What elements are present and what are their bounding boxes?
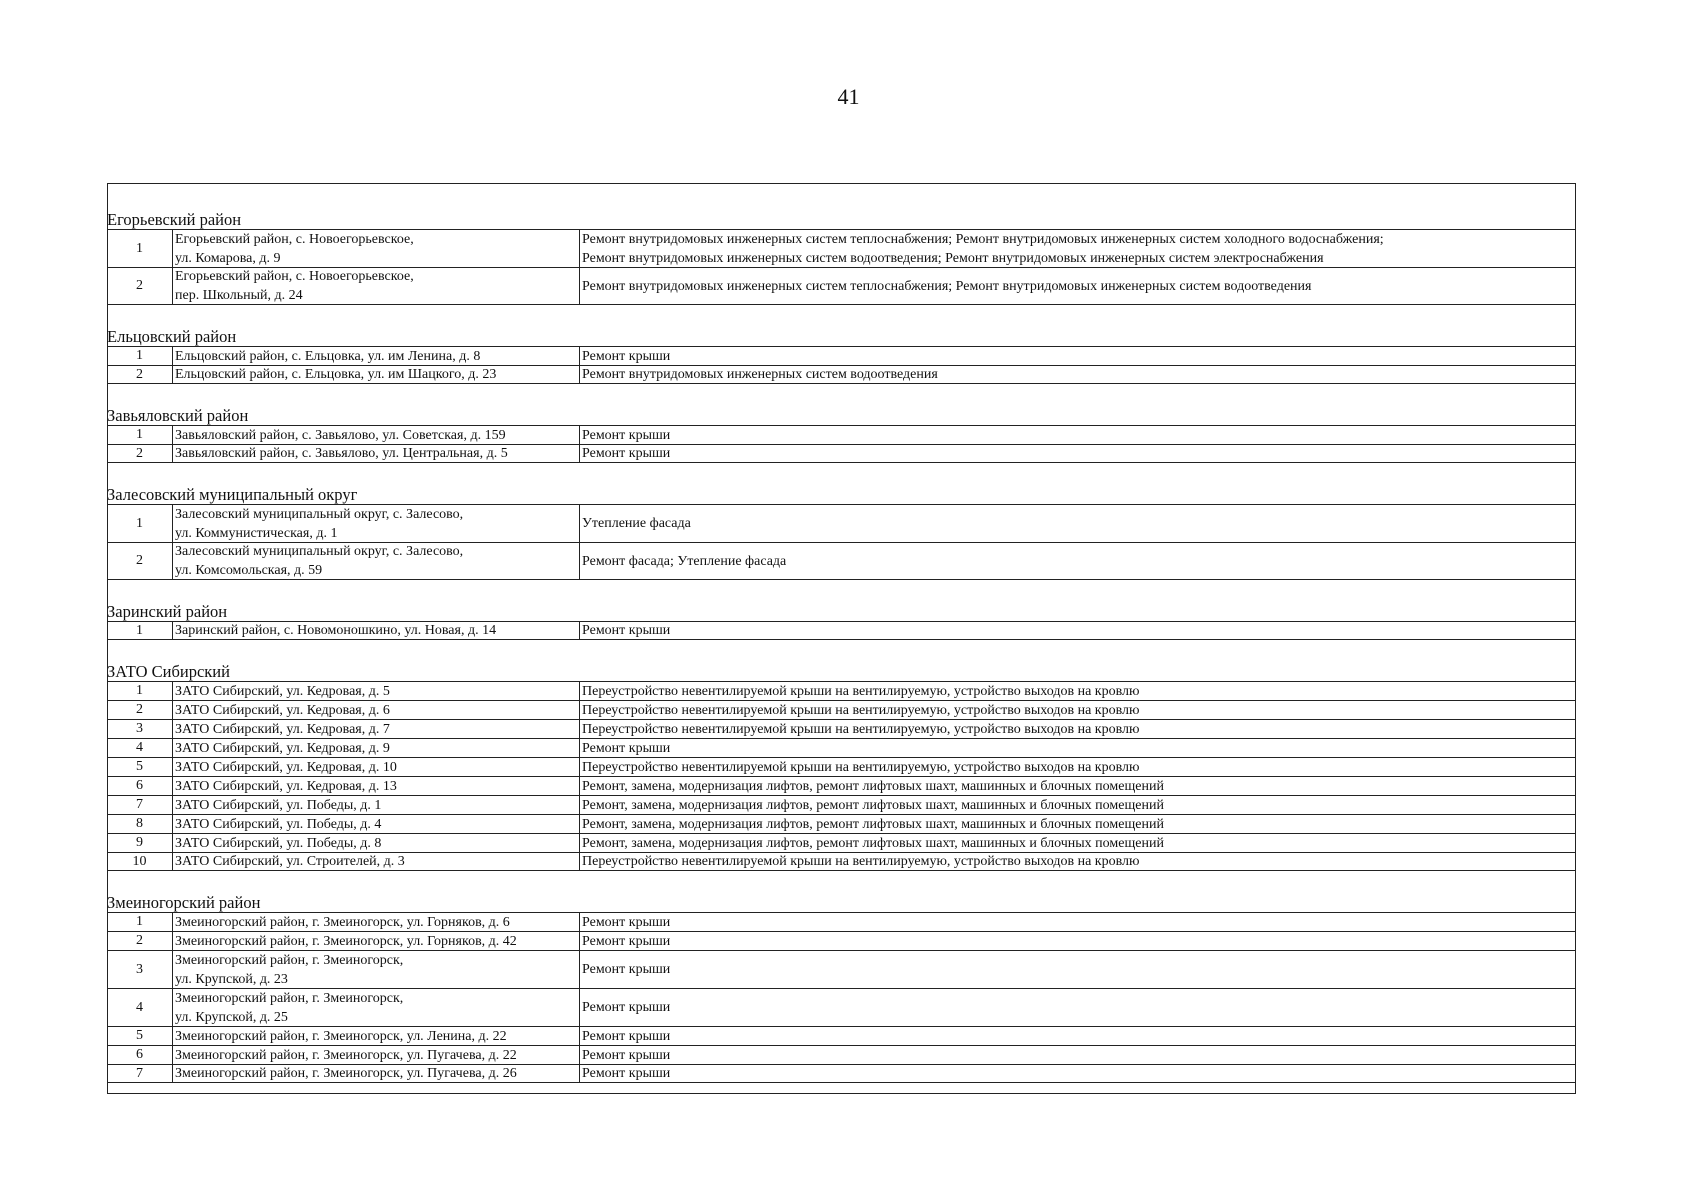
section-spacer [107,871,1576,893]
table-row [107,931,1576,950]
table-row [107,912,1576,931]
row-number: 5 [107,1027,173,1045]
row-number: 6 [107,777,173,795]
row-number: 2 [107,543,173,579]
table-row [107,757,1576,776]
row-work-type: Ремонт внутридомовых инженерных систем водоотведения [582,367,938,382]
row-work-type: Ремонт, замена, модернизация лифтов, ремонт лифтовых шахт, машинных и блочных помещений [582,816,1164,832]
row-address: Змеиногорский район, г. Змеиногорск, ул. Ленина, д. 22 [173,1027,580,1045]
district-section [107,871,1576,1083]
row-number: 2 [107,366,173,383]
table-row [107,719,1576,738]
table-row [107,833,1576,852]
district-section [107,384,1576,463]
row-address: Заринский район, с. Новомоношкино, ул. Новая, д. 14 [173,622,580,639]
row-work-type: Ремонт крыши [582,348,671,364]
table-row [107,267,1576,305]
row-address: ЗАТО Сибирский, ул. Кедровая, д. 6 [173,701,580,719]
section-spacer [107,580,1576,602]
page-number: 41 [837,84,860,109]
table-row [107,365,1576,384]
row-work-type: Переустройство невентилируемой крыши на вентилируемую, устройство выходов на кровлю [582,854,1140,869]
row-address: Егорьевский район, с. Новоегорьевское, пер. Школьный, д. 24 [173,268,580,304]
row-address: ЗАТО Сибирский, ул. Кедровая, д. 5 [173,682,580,700]
row-number: 7 [107,1065,173,1082]
row-work-type: Ремонт крыши [582,914,671,930]
repair-table [107,198,1576,1083]
row-address: ЗАТО Сибирский, ул. Кедровая, д. 10 [173,758,580,776]
row-address: ЗАТО Сибирский, ул. Победы, д. 1 [173,796,580,814]
row-number: 7 [107,796,173,814]
row-number: 3 [107,951,173,988]
row-address: ЗАТО Сибирский, ул. Кедровая, д. 13 [173,777,580,795]
district-section [107,580,1576,640]
row-work-type: Ремонт крыши [582,962,671,977]
table-row [107,814,1576,833]
row-work-type: Ремонт, замена, модернизация лифтов, ремонт лифтовых шахт, машинных и блочных помещений [582,778,1164,794]
district-title: Егорьевский район [107,210,242,229]
district-title: Завьяловский район [107,406,249,425]
row-number: 1 [107,426,173,444]
row-address: ЗАТО Сибирский, ул. Победы, д. 4 [173,815,580,833]
section-spacer [107,384,1576,406]
table-row [107,852,1576,871]
table-row [107,950,1576,988]
row-address: ЗАТО Сибирский, ул. Победы, д. 8 [173,834,580,852]
row-work-type: Ремонт внутридомовых инженерных систем теплоснабжения; Ремонт внутридомовых инженерных систем водоотведения [582,278,1312,294]
row-number: 6 [107,1046,173,1064]
district-section [107,640,1576,871]
row-work-type: Ремонт крыши [582,427,671,443]
row-number: 1 [107,230,173,267]
table-row [107,1026,1576,1045]
row-number: 9 [107,834,173,852]
row-work-type: Ремонт крыши [582,1066,671,1081]
table-row [107,425,1576,444]
district-title: Змеиногорский район [107,893,261,912]
row-number: 1 [107,682,173,700]
table-row [107,795,1576,814]
table-row [107,776,1576,795]
row-number: 2 [107,932,173,950]
table-row [107,346,1576,365]
row-work-type: Переустройство невентилируемой крыши на вентилируемую, устройство выходов на кровлю [582,683,1140,699]
row-work-type: Ремонт внутридомовых инженерных систем теплоснабжения; Ремонт внутридомовых инженерных систем холодного водоснабжения; Ремонт внутридомовых инженерных систем водоотведения; Ремонт внутридомовых инженерных систем электроснабжения [582,231,1384,266]
table-row [107,1064,1576,1083]
row-work-type: Переустройство невентилируемой крыши на вентилируемую, устройство выходов на кровлю [582,721,1140,737]
district-title: Залесовский муниципальный округ [107,485,358,504]
table-row [107,681,1576,700]
row-work-type: Ремонт крыши [582,1000,671,1015]
table-row [107,542,1576,580]
row-address: ЗАТО Сибирский, ул. Строителей, д. 3 [173,853,580,870]
row-work-type: Ремонт крыши [582,1028,671,1044]
row-work-type: Переустройство невентилируемой крыши на вентилируемую, устройство выходов на кровлю [582,702,1140,718]
row-address: Змеиногорский район, г. Змеиногорск, ул. Горняков, д. 42 [173,932,580,950]
row-number: 3 [107,720,173,738]
row-address: Змеиногорский район, г. Змеиногорск, ул. Пугачева, д. 26 [173,1065,580,1082]
row-work-type: Ремонт крыши [582,1047,671,1063]
row-address: Егорьевский район, с. Новоегорьевское, ул. Комарова, д. 9 [173,230,580,267]
district-title: ЗАТО Сибирский [107,662,230,681]
row-number: 8 [107,815,173,833]
row-number: 1 [107,622,173,639]
section-spacer [107,640,1576,662]
row-address: ЗАТО Сибирский, ул. Кедровая, д. 9 [173,739,580,757]
table-row [107,700,1576,719]
table-row [107,444,1576,463]
row-work-type: Утепление фасада [582,516,691,531]
section-spacer [107,463,1576,485]
table-row [107,1045,1576,1064]
row-work-type: Ремонт фасада; Утепление фасада [582,553,787,569]
row-work-type: Переустройство невентилируемой крыши на вентилируемую, устройство выходов на кровлю [582,759,1140,775]
row-number: 1 [107,347,173,365]
district-title: Ельцовский район [107,327,237,346]
table-row [107,504,1576,542]
table-row [107,621,1576,640]
table-row [107,229,1576,267]
row-work-type: Ремонт крыши [582,933,671,949]
row-number: 4 [107,989,173,1026]
row-work-type: Ремонт крыши [582,623,671,638]
table-row [107,738,1576,757]
row-address: Залесовский муниципальный округ, с. Залесово, ул. Коммунистическая, д. 1 [173,505,580,542]
row-number: 2 [107,701,173,719]
row-address: Змеиногорский район, г. Змеиногорск, ул. Пугачева, д. 22 [173,1046,580,1064]
row-number: 1 [107,505,173,542]
district-section [107,198,1576,305]
row-address: Ельцовский район, с. Ельцовка, ул. им Ленина, д. 8 [173,347,580,365]
row-address: Змеиногорский район, г. Змеиногорск, ул. Крупской, д. 23 [173,951,580,988]
row-number: 4 [107,739,173,757]
table-row [107,988,1576,1026]
row-address: Змеиногорский район, г. Змеиногорск, ул. Крупской, д. 25 [173,989,580,1026]
row-number: 5 [107,758,173,776]
district-section [107,305,1576,384]
row-address: ЗАТО Сибирский, ул. Кедровая, д. 7 [173,720,580,738]
district-section [107,463,1576,580]
row-address: Залесовский муниципальный округ, с. Залесово, ул. Комсомольская, д. 59 [173,543,580,579]
row-number: 2 [107,445,173,462]
row-number: 10 [107,853,173,870]
row-work-type: Ремонт крыши [582,446,671,461]
row-work-type: Ремонт, замена, модернизация лифтов, ремонт лифтовых шахт, машинных и блочных помещений [582,835,1164,851]
row-address: Ельцовский район, с. Ельцовка, ул. им Шацкого, д. 23 [173,366,580,383]
row-work-type: Ремонт, замена, модернизация лифтов, ремонт лифтовых шахт, машинных и блочных помещений [582,797,1164,813]
row-number: 2 [107,268,173,304]
district-title: Заринский район [107,602,228,621]
row-work-type: Ремонт крыши [582,740,671,756]
section-spacer [107,305,1576,327]
row-address: Змеиногорский район, г. Змеиногорск, ул. Горняков, д. 6 [173,913,580,931]
row-address: Завьяловский район, с. Завьялово, ул. Центральная, д. 5 [173,445,580,462]
row-number: 1 [107,913,173,931]
section-spacer [107,198,1576,210]
row-address: Завьяловский район, с. Завьялово, ул. Советская, д. 159 [173,426,580,444]
